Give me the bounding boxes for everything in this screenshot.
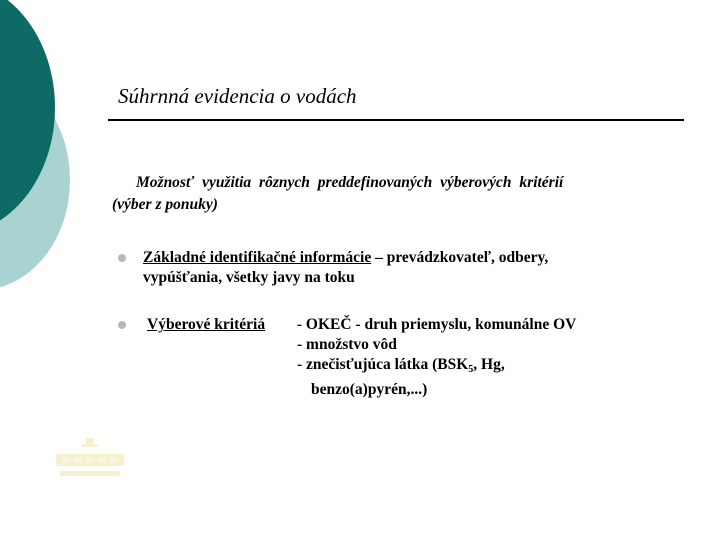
criteria-line-3-sub: 5 [468, 364, 474, 375]
intro-line-1: Možnosť využitia rôznych preddefinovaných výberových kritérií [136, 174, 564, 191]
criteria-line-1: OKEČ - druh priemyslu, komunálne OV [305, 316, 577, 333]
bullet-text [143, 248, 643, 288]
criteria-link[interactable]: Výberové kritériá [147, 316, 266, 333]
bullet-dot-icon [118, 254, 126, 262]
slide-title: Súhrnná evidencia o vodách [118, 84, 357, 108]
criteria-line-3-pre: - znečisťujúca látka (BSK [297, 356, 469, 373]
basic-info-desc-line2: vypúšťania, všetky javy na toku [143, 269, 355, 286]
criteria-line-3-post: , Hg, [473, 356, 505, 373]
criteria-line-4: benzo(a)pyrén,...) [311, 381, 428, 398]
criteria-line-2: - množstvo vôd [297, 336, 397, 353]
title-underline-rule [108, 119, 684, 121]
bullet-dot-icon [118, 321, 126, 329]
intro-line-2: (výber z ponuky) [112, 196, 218, 213]
intro-text [112, 172, 632, 216]
institution-logo [54, 438, 126, 482]
criteria-sep: - [293, 316, 306, 333]
criteria-list [293, 315, 653, 400]
decorative-circles [0, 0, 120, 300]
basic-info-link[interactable]: Základné identifikačné informácie [143, 249, 372, 266]
criteria-line-3 [293, 356, 505, 373]
basic-info-desc: – prevádzkovateľ, odbery, [371, 249, 549, 266]
